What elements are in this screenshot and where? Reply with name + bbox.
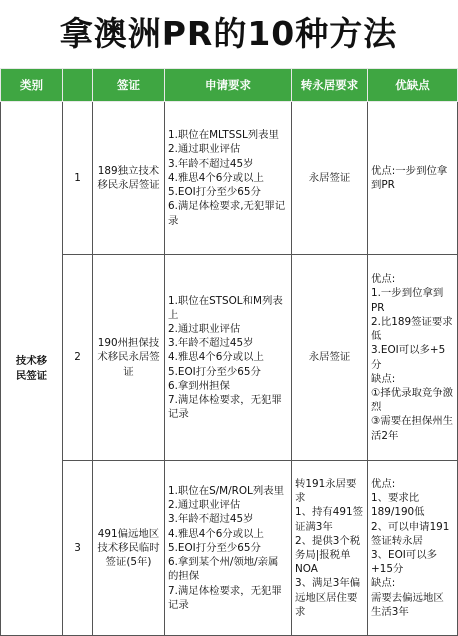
requirements-list xyxy=(168,128,288,227)
list-item: 需要去偏远地区生活3年 xyxy=(371,591,444,618)
list-item: 7.满足体检要求，无犯罪记录 xyxy=(168,394,282,421)
header-number xyxy=(63,69,93,102)
header-category: 类别 xyxy=(1,69,63,102)
list-item: 6.拿到某个州/领地/亲属的担保 xyxy=(168,556,279,583)
requirements-cell xyxy=(165,461,292,636)
list-item: 1、持有491签证满3年 xyxy=(295,506,364,533)
list-item: 5.EOI打分至少65分 xyxy=(168,186,261,199)
list-item: 7.满足体检要求，无犯罪记录 xyxy=(168,584,282,611)
list-item: 3.EOI可以多+5分 xyxy=(371,344,446,371)
list-item: 3、EOI可以多+15分 xyxy=(371,549,437,576)
list-item: 1.一步到位拿到PR xyxy=(371,287,444,314)
list-item: ③需要在担保州生活2年 xyxy=(371,415,454,442)
list-item: 缺点: xyxy=(371,577,396,590)
pr-methods-table xyxy=(0,68,457,618)
requirements-cell xyxy=(165,102,292,255)
list-item: 转191永居要求 xyxy=(295,477,357,505)
list-item: 优点:一步到位拿到PR xyxy=(371,164,448,191)
list-item: 2.通过职业评估 xyxy=(168,322,241,335)
row-number: 1 xyxy=(63,102,93,255)
page-title: 拿澳洲PR的10种方法 xyxy=(59,14,398,53)
list-item: 4.雅思4个6分或以上 xyxy=(168,171,264,184)
row-number: 2 xyxy=(63,255,93,461)
list-item: 1.职位在STSOL和M列表上 xyxy=(168,294,283,321)
table-row xyxy=(1,461,458,636)
list-item: 优点: xyxy=(371,477,396,490)
list-item: 3.年龄不超过45岁 xyxy=(168,337,254,350)
header-row xyxy=(1,69,458,102)
list-item: 2.比189签证要求低 xyxy=(371,315,453,343)
list-item: 5.EOI打分至少65分 xyxy=(168,541,261,554)
list-item: 缺点: xyxy=(371,372,396,385)
pr-requirements-cell xyxy=(292,461,368,636)
visa-name: 190州担保技术移民永居签证 xyxy=(93,255,165,461)
list-item: 1.职位在MLTSSL列表里 xyxy=(168,129,279,142)
table-row xyxy=(1,255,458,461)
list-item: 6.满足体检要求,无犯罪记录 xyxy=(168,200,286,227)
table-row xyxy=(1,102,458,255)
pros-cons-cell xyxy=(368,102,458,255)
list-item: 3.年龄不超过45岁 xyxy=(168,157,254,170)
pros-cons-cell xyxy=(368,461,458,636)
list-item: 4.雅思4个6分或以上 xyxy=(168,351,264,364)
category-cell xyxy=(1,102,63,636)
pros-cons-list xyxy=(371,272,454,442)
list-item: 3、满足3年偏远地区居住要求 xyxy=(295,577,361,618)
requirements-cell xyxy=(165,255,292,461)
category-label: 技术移民签证 xyxy=(15,355,48,382)
list-item: 3.年龄不超过45岁 xyxy=(168,513,254,526)
list-item: 1.职位在S/M/ROL列表里 xyxy=(168,485,285,498)
header-pros-cons: 优缺点 xyxy=(368,69,458,102)
list-item: 2.通过职业评估 xyxy=(168,143,241,156)
header-pr-requirements: 转永居要求 xyxy=(292,69,368,102)
visa-name: 189独立技术移民永居签证 xyxy=(93,102,165,255)
list-item: ①择优录取竞争激烈 xyxy=(371,386,454,414)
list-item: 2、可以申请191签证转永居 xyxy=(371,520,450,547)
pros-cons-list xyxy=(371,164,454,192)
list-item: 优点: xyxy=(371,273,396,286)
pros-cons-cell xyxy=(368,255,458,461)
list-item: 2、提供3个税务局|报税单NOA xyxy=(295,534,361,576)
list-item: 1、要求比189/190低 xyxy=(371,492,425,519)
list-item: 2.通过职业评估 xyxy=(168,499,241,512)
list-item: 6.拿到州担保 xyxy=(168,379,230,392)
pros-cons-list xyxy=(371,477,454,619)
pr-requirements-list xyxy=(295,477,364,619)
pr-requirement: 永居签证 xyxy=(292,102,368,255)
header-visa: 签证 xyxy=(93,69,165,102)
pr-requirement: 永居签证 xyxy=(292,255,368,461)
visa-name: 491偏远地区技术移民临时签证(5年) xyxy=(93,461,165,636)
requirements-list xyxy=(168,484,288,612)
header-requirements: 申请要求 xyxy=(165,69,292,102)
row-number: 3 xyxy=(63,461,93,636)
list-item: 4.雅思4个6分或以上 xyxy=(168,527,264,540)
list-item: 5.EOI打分至少65分 xyxy=(168,365,261,378)
requirements-list xyxy=(168,294,288,422)
